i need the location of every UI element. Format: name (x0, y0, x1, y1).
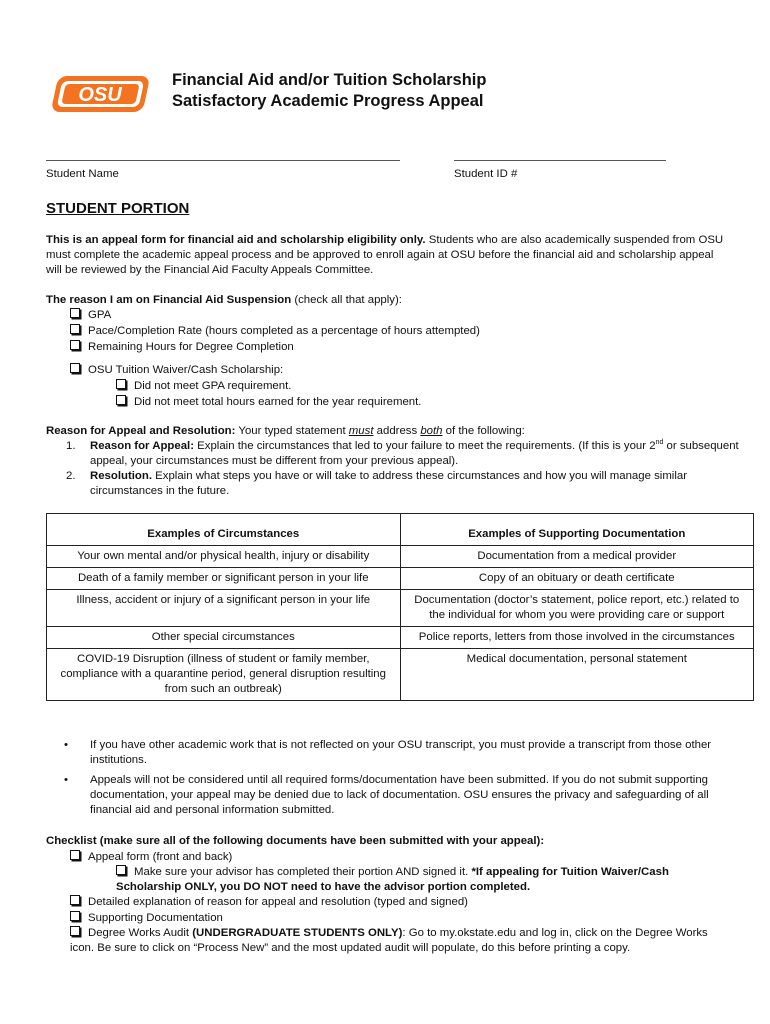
table-cell: COVID-19 Disruption (illness of student or family member, compliance with a quarantine period, general disruption resulting from such an outbreak) (47, 649, 401, 701)
resolution-bold: Reason for Appeal and Resolution: (46, 425, 236, 437)
checkbox-label: Did not meet total hours earned for the year requirement. (134, 396, 422, 408)
checkbox-label: Remaining Hours for Degree Completion (88, 341, 294, 353)
table-row (47, 590, 754, 627)
checkbox-label: Detailed explanation of reason for appeal and resolution (typed and signed) (88, 896, 468, 908)
table-row (47, 627, 754, 649)
resolution-text: of the following: (442, 425, 525, 437)
table-row (47, 546, 754, 568)
checkbox-label: GPA (88, 309, 112, 321)
table-cell: Documentation from a medical provider (400, 546, 754, 568)
item-bold: Reason for Appeal: (90, 440, 195, 452)
checklist-appeal-form[interactable] (70, 850, 232, 865)
reason-text: (check all that apply): (291, 294, 402, 306)
checkbox-label-bold: (UNDERGRADUATE STUDENTS ONLY) (192, 927, 403, 939)
checklist-advisor-note[interactable] (116, 865, 726, 895)
note-text: If you have other academic work that is not reflected on your OSU transcript, you must provide a transcript from those other institutions. (90, 739, 712, 766)
note-text: Appeals will not be considered until all required forms/documentation have been submitted. If you do not submit supporting documentation, your appeal may be denied due to lack of documentation. OSU ensures the privacy and safeguarding of all financial aid and personal information submitted. (90, 774, 709, 816)
table-cell: Police reports, letters from those involved in the circumstances (400, 627, 754, 649)
examples-table (46, 513, 754, 701)
student-portion-heading: STUDENT PORTION (46, 200, 190, 217)
checkbox-icon[interactable] (116, 865, 126, 875)
bullet-icon: • (64, 774, 68, 786)
checkbox-remaining-hours[interactable] (70, 340, 294, 355)
student-name-line[interactable] (46, 160, 400, 161)
checkbox-label-bold: *If appealing for Tuition Waiver/Cash Scholarship ONLY, you DO NOT need to have the advisor portion completed. (116, 866, 669, 893)
table-cell: Medical documentation, personal statement (400, 649, 754, 701)
table-cell: Other special circumstances (47, 627, 401, 649)
checkbox-tuition-waiver[interactable] (70, 363, 283, 378)
table-cell: Documentation (doctor’s statement, police report, etc.) related to the individual for whom you were providing care or support (400, 590, 754, 627)
resolution-text: address (373, 425, 421, 437)
intro-paragraph (46, 233, 730, 278)
checkbox-label: Supporting Documentation (88, 912, 223, 924)
item-bold: Resolution. (90, 470, 153, 482)
numbered-item-2 (66, 469, 756, 499)
item-text: Explain what steps you have or will take to address these circumstances and how you will manage similar circumstances in the future. (90, 470, 687, 497)
checkbox-icon[interactable] (70, 895, 80, 905)
checkbox-gpa[interactable] (70, 308, 111, 323)
intro-bold: This is an appeal form for financial aid and scholarship eligibility only. (46, 234, 426, 246)
checkbox-label: : Go to my.okstate.edu and log in, click on the Degree Works icon. Be sure to click on “Process New” and the most updated audit will populate, do this before printing a copy. (70, 927, 708, 954)
page-title (172, 70, 486, 112)
checkbox-icon[interactable] (70, 324, 80, 334)
checkbox-icon[interactable] (116, 395, 126, 405)
note-bullet (64, 773, 744, 818)
checklist-heading: Checklist (make sure all of the following documents have been submitted with your appeal): (46, 835, 545, 847)
table-row (47, 568, 754, 590)
checklist-explanation[interactable] (70, 895, 468, 910)
checkbox-icon[interactable] (116, 379, 126, 389)
checkbox-icon[interactable] (70, 308, 80, 318)
resolution-heading (46, 424, 730, 439)
checkbox-label: Degree Works Audit (88, 927, 193, 939)
item-number: 1. (66, 440, 76, 452)
checkbox-pace[interactable] (70, 324, 480, 339)
note-bullet (64, 738, 744, 768)
student-id-label: Student ID # (454, 168, 518, 180)
checkbox-label: OSU Tuition Waiver/Cash Scholarship: (88, 364, 284, 376)
table-cell: Copy of an obituary or death certificate (400, 568, 754, 590)
checkbox-icon[interactable] (70, 850, 80, 860)
table-header-row (47, 514, 754, 546)
checkbox-waiver-hours[interactable] (116, 395, 421, 410)
checkbox-icon[interactable] (70, 911, 80, 921)
item-number: 2. (66, 470, 76, 482)
table-cell: Death of a family member or significant person in your life (47, 568, 401, 590)
checkbox-label: Did not meet GPA requirement. (134, 380, 292, 392)
suspension-reason-prompt (46, 293, 730, 308)
both-emphasis: both (420, 425, 443, 437)
title-line-1: Financial Aid and/or Tuition Scholarship (172, 71, 487, 89)
numbered-item-1 (66, 439, 756, 469)
title-line-2: Satisfactory Academic Progress Appeal (172, 92, 484, 110)
resolution-text: Your typed statement (235, 425, 349, 437)
ordinal-sup: nd (655, 439, 664, 447)
checkbox-waiver-gpa[interactable] (116, 379, 291, 394)
logo-text: OSU (78, 84, 122, 106)
table-cell: Illness, accident or injury of a significant person in your life (47, 590, 401, 627)
item-text: Explain the circumstances that led to your failure to meet the requirements. (If this is your 2 (194, 440, 656, 452)
checkbox-label: Make sure your advisor has completed their portion AND signed it. (134, 866, 472, 878)
checkbox-icon[interactable] (70, 926, 80, 936)
intro-text: Students who are also academically suspended from OSU must complete the academic appeal process and be approved to enroll again at OSU before the financial aid and scholarship appeal will be reviewed by the Financial Aid Faculty Appeals Committee. (46, 234, 724, 276)
checkbox-icon[interactable] (70, 340, 80, 350)
item-text: or subsequent appeal, your circumstances must be different from your previous appeal). (90, 440, 739, 467)
student-name-label: Student Name (46, 168, 119, 180)
checkbox-label: Pace/Completion Rate (hours completed as a percentage of hours attempted) (88, 325, 480, 337)
must-emphasis: must (348, 425, 374, 437)
reason-bold: The reason I am on Financial Aid Suspension (46, 294, 292, 306)
bullet-icon: • (64, 739, 68, 751)
checklist-degree-works[interactable] (70, 926, 730, 956)
table-cell: Your own mental and/or physical health, injury or disability (47, 546, 401, 568)
osu-logo (44, 68, 152, 120)
checkbox-label: Appeal form (front and back) (88, 851, 233, 863)
table-row (47, 649, 754, 701)
table-header-documentation: Examples of Supporting Documentation (400, 514, 754, 546)
checkbox-icon[interactable] (70, 363, 80, 373)
checklist-documentation[interactable] (70, 911, 223, 926)
table-header-circumstances: Examples of Circumstances (47, 514, 401, 546)
student-id-line[interactable] (454, 160, 666, 161)
